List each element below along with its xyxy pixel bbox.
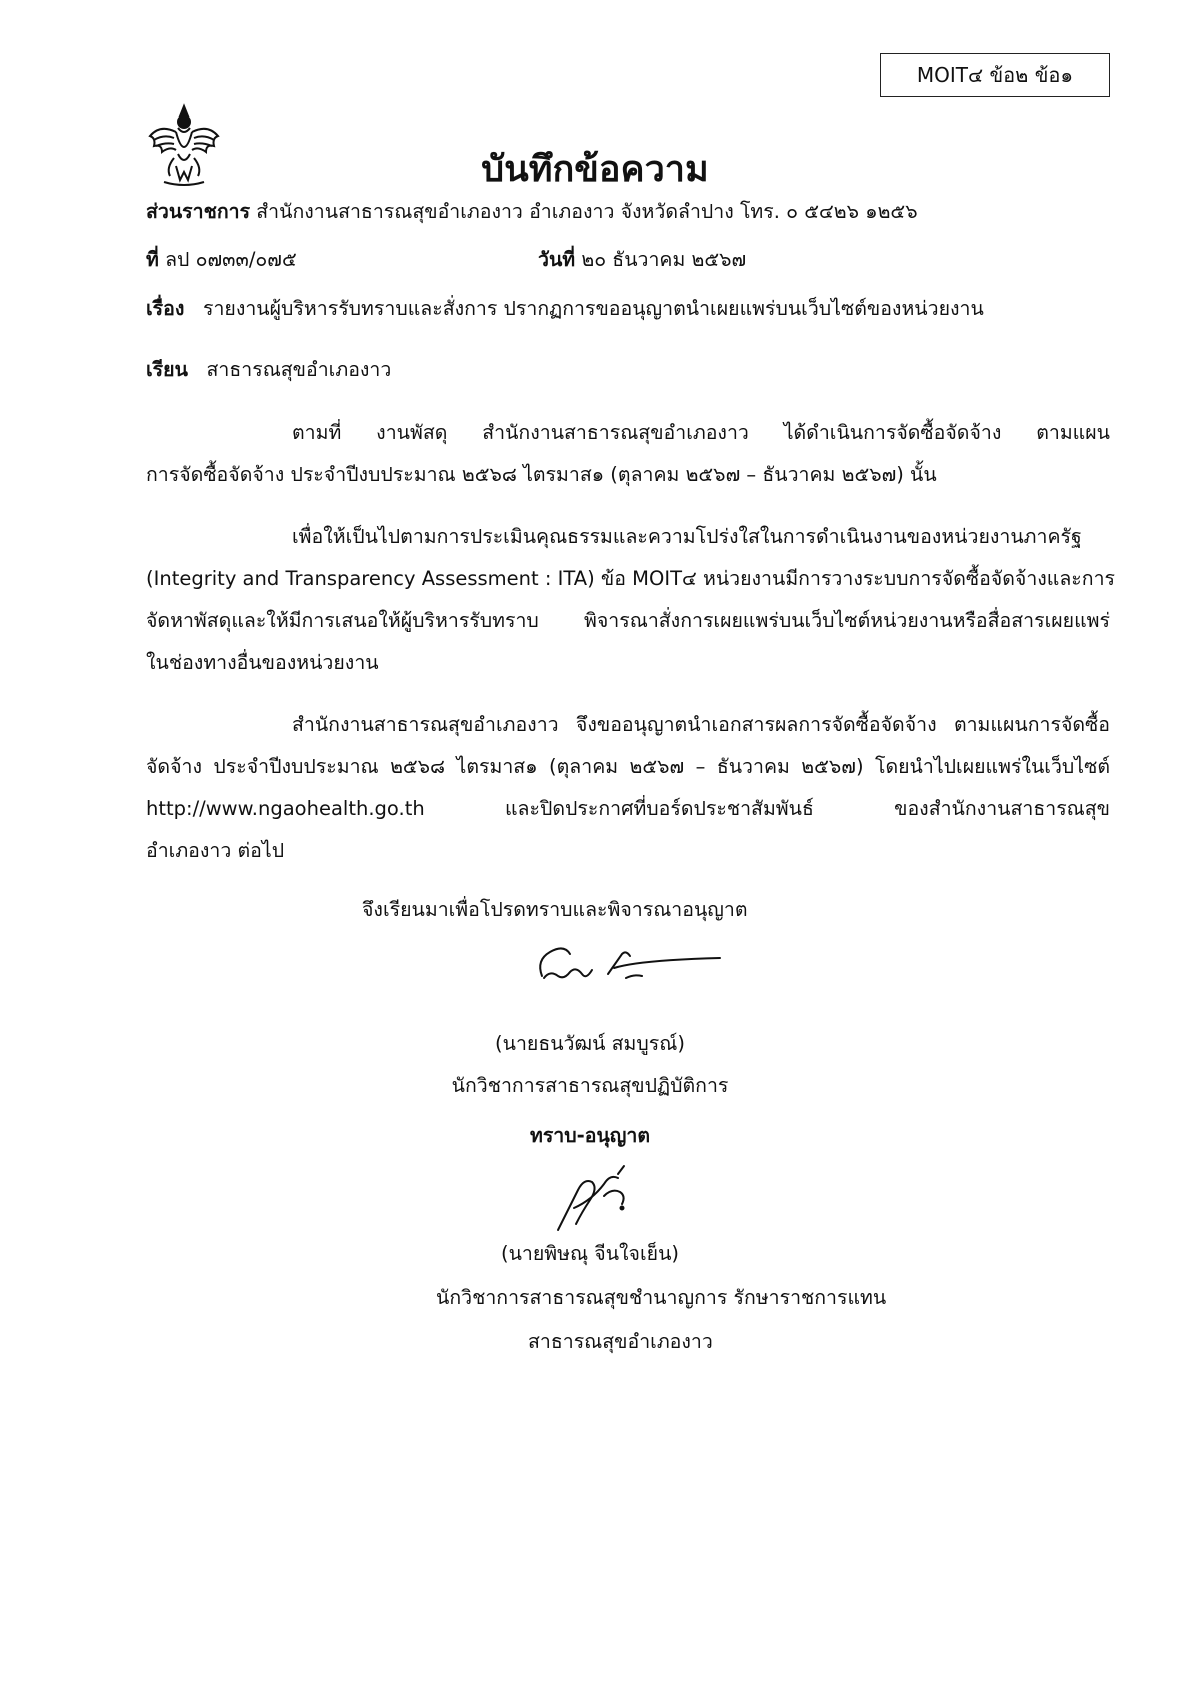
subject-row — [146, 293, 984, 324]
p1-line: ตามที่ งานพัสดุ สำนักงานสาธารณสุขอำเภองาว ได้ดำเนินการจัดซื้อจัดจ้าง ตามแผน — [292, 421, 1110, 444]
p3-line: อำเภองาว ต่อไป — [146, 839, 285, 862]
p2-line: (Integrity and Transparency Assessment : ITA) ข้อ MOIT๔ หน่วยงานมีการวางระบบการจัดซื้อจัดจ้างและการ — [146, 567, 1116, 590]
date-row — [538, 244, 746, 275]
to-value: สาธารณสุขอำเภองาว — [206, 358, 392, 381]
approver-position-2: สาธารณสุขอำเภองาว — [528, 1330, 713, 1353]
paragraph-3 — [146, 704, 1110, 872]
p2-line: ในช่องทางอื่นของหน่วยงาน — [146, 651, 379, 674]
doc-number-value: ลป ๐๗๓๓/๐๗๕ — [165, 248, 297, 271]
signer1-name: (นายธนวัฒน์ สมบูรณ์) — [495, 1032, 685, 1055]
p2-line: เพื่อให้เป็นไปตามการประเมินคุณธรรมและความโปร่งใสในการดำเนินงานของหน่วยงานภาครัฐ — [292, 525, 1082, 548]
signature-1-icon — [530, 930, 730, 990]
page-title: บันทึกข้อความ — [481, 149, 709, 190]
to-row — [146, 354, 391, 385]
to-label: เรียน — [146, 358, 188, 381]
p2-line: จัดหาพัสดุและให้มีการเสนอให้ผู้บริหารรับทราบ พิจารณาสั่งการเผยแพร่บนเว็บไซต์หน่วยงานหรือสื่อสารเผยแพร่ — [146, 609, 1110, 632]
p3-line: http://www.ngaohealth.go.th และปิดประกาศที่บอร์ดประชาสัมพันธ์ ของสำนักงานสาธารณสุข — [146, 797, 1110, 820]
reference-code: MOIT๔ ข้อ๒ ข้อ๑ — [916, 63, 1074, 87]
signature-2-icon — [548, 1160, 648, 1240]
p1-line: การจัดซื้อจัดจ้าง ประจำปีงบประมาณ ๒๕๖๘ ไตรมาส๑ (ตุลาคม ๒๕๖๗ – ธันวาคม ๒๕๖๗) นั้น — [146, 463, 937, 486]
paragraph-1 — [146, 412, 1110, 496]
date-value: ๒๐ ธันวาคม ๒๕๖๗ — [581, 248, 747, 271]
subject-value: รายงานผู้บริหารรับทราบและสั่งการ ปรากฏการขออนุญาตนำเผยแพร่บนเว็บไซต์ของหน่วยงาน — [202, 297, 984, 320]
subject-label: เรื่อง — [146, 297, 185, 320]
signer1-position: นักวิชาการสาธารณสุขปฏิบัติการ — [451, 1074, 729, 1097]
approval-label: ทราบ-อนุญาต — [529, 1124, 651, 1147]
date-label: วันที่ — [538, 248, 576, 271]
doc-number-label: ที่ — [146, 248, 159, 271]
p3-line: สำนักงานสาธารณสุขอำเภองาว จึงขออนุญาตนำเอกสารผลการจัดซื้อจัดจ้าง ตามแผนการจัดซื้อ — [292, 713, 1110, 736]
closing-line: จึงเรียนมาเพื่อโปรดทราบและพิจารณาอนุญาต — [362, 898, 748, 921]
p3-line: จัดจ้าง ประจำปีงบประมาณ ๒๕๖๘ ไตรมาส๑ (ตุลาคม ๒๕๖๗ – ธันวาคม ๒๕๖๗) โดยนำไปเผยแพร่ในเว็บไซต์ — [146, 755, 1110, 778]
approver-position-1: นักวิชาการสาธารณสุขชำนาญการ รักษาราชการแทน — [436, 1286, 887, 1309]
agency-row — [146, 196, 918, 227]
agency-value: สำนักงานสาธารณสุขอำเภองาว อำเภองาว จังหวัดลำปาง โทร. ๐ ๕๔๒๖ ๑๒๕๖ — [256, 200, 918, 223]
doc-number-row — [146, 244, 297, 275]
agency-label: ส่วนราชการ — [146, 200, 251, 223]
reference-box — [880, 53, 1110, 97]
paragraph-2 — [146, 516, 1116, 684]
approver-name: (นายพิษณุ จีนใจเย็น) — [500, 1242, 680, 1265]
